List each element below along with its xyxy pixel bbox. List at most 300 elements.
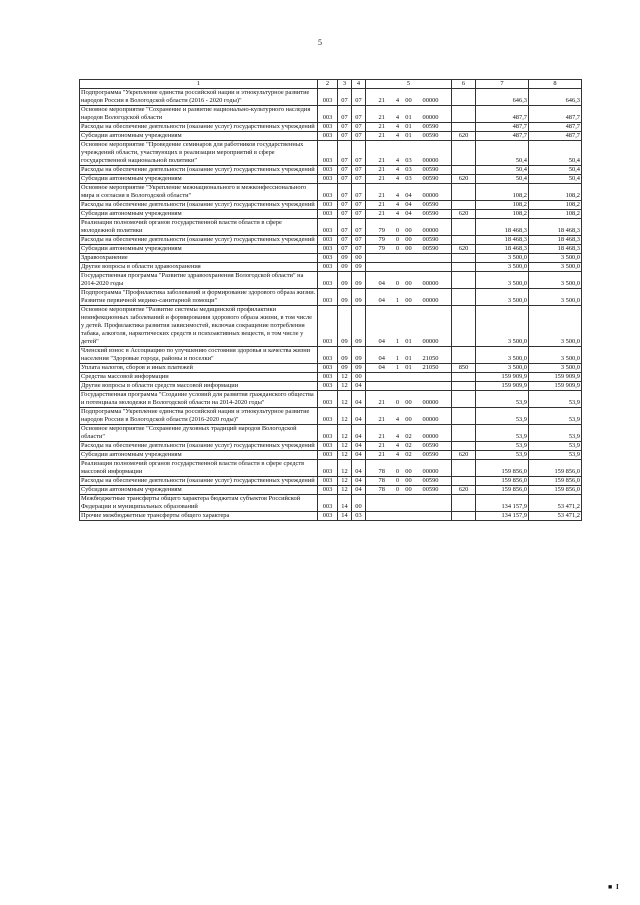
target-article-code bbox=[366, 373, 452, 382]
row-name: Основное мероприятие "Сохранение и развитие национально-культурного наследия народов Вологодской области bbox=[80, 106, 318, 123]
table-row bbox=[80, 245, 582, 254]
expense-type-code bbox=[452, 106, 476, 123]
row-name: Расходы на обеспечение деятельности (оказание услуг) государственных учреждений bbox=[80, 166, 318, 175]
row-name: Подпрограмма "Укрепление единства российской нации и этнокультурное развитие народов России в Вологодской области (2016 - 2020 годы)" bbox=[80, 89, 318, 106]
row-name: Субсидии автономным учреждениям bbox=[80, 210, 318, 219]
target-article-code bbox=[366, 184, 452, 201]
table-row bbox=[80, 141, 582, 166]
amount-col-7: 487,7 bbox=[476, 123, 529, 132]
row-name: Средства массовой информации bbox=[80, 373, 318, 382]
subsection-code: 09 bbox=[352, 347, 366, 364]
target-code-part: 4 bbox=[395, 442, 400, 449]
subsection-code: 04 bbox=[352, 460, 366, 477]
subsection-code: 04 bbox=[352, 442, 366, 451]
expense-type-code bbox=[452, 272, 476, 289]
expense-type-code bbox=[452, 495, 476, 512]
target-article-code bbox=[366, 460, 452, 477]
expense-type-code: 620 bbox=[452, 175, 476, 184]
expense-type-code bbox=[452, 347, 476, 364]
column-header: 1 bbox=[80, 80, 318, 89]
ministry-code: 003 bbox=[318, 425, 338, 442]
subsection-code: 07 bbox=[352, 245, 366, 254]
target-code-part: 01 bbox=[405, 355, 412, 362]
target-code-part: 00590 bbox=[422, 175, 439, 182]
amount-col-8: 646,3 bbox=[529, 89, 582, 106]
ministry-code: 003 bbox=[318, 210, 338, 219]
subsection-code: 07 bbox=[352, 210, 366, 219]
amount-col-8: 159 856,0 bbox=[529, 477, 582, 486]
expense-type-code bbox=[452, 89, 476, 106]
subsection-code: 00 bbox=[352, 373, 366, 382]
section-code: 07 bbox=[338, 210, 352, 219]
ministry-code: 003 bbox=[318, 89, 338, 106]
column-header: 8 bbox=[529, 80, 582, 89]
row-name: Другие вопросы в области средств массовой информации bbox=[80, 382, 318, 391]
target-code-part: 0 bbox=[395, 236, 400, 243]
expense-type-code bbox=[452, 512, 476, 521]
ministry-code: 003 bbox=[318, 289, 338, 306]
target-code-part: 00590 bbox=[422, 132, 439, 139]
row-name: Субсидии автономным учреждениям bbox=[80, 132, 318, 141]
section-code: 09 bbox=[338, 254, 352, 263]
ministry-code: 003 bbox=[318, 477, 338, 486]
expense-type-code bbox=[452, 236, 476, 245]
ministry-code: 003 bbox=[318, 106, 338, 123]
ministry-code: 003 bbox=[318, 236, 338, 245]
target-article-code bbox=[366, 175, 452, 184]
ministry-code: 003 bbox=[318, 408, 338, 425]
row-name: Межбюджетные трансферты общего характера бюджетам субъектов Российской Федерации и муниципальных образований bbox=[80, 495, 318, 512]
target-code-part: 02 bbox=[405, 442, 412, 449]
amount-col-7: 53,9 bbox=[476, 451, 529, 460]
target-code-part: 21 bbox=[378, 157, 385, 164]
table-row bbox=[80, 184, 582, 201]
target-code-part: 00000 bbox=[422, 297, 439, 304]
subsection-code: 09 bbox=[352, 263, 366, 272]
amount-col-7: 3 500,0 bbox=[476, 263, 529, 272]
expense-type-code bbox=[452, 477, 476, 486]
target-code-part: 0 bbox=[395, 227, 400, 234]
amount-col-7: 159 856,0 bbox=[476, 460, 529, 477]
amount-col-7: 3 500,0 bbox=[476, 272, 529, 289]
target-code-part: 01 bbox=[405, 338, 412, 345]
amount-col-7: 3 500,0 bbox=[476, 306, 529, 347]
target-code-part: 0 bbox=[395, 245, 400, 252]
target-code-part: 00590 bbox=[422, 477, 439, 484]
target-code-part: 00 bbox=[405, 477, 412, 484]
table-row bbox=[80, 166, 582, 175]
target-code-part: 00 bbox=[405, 245, 412, 252]
target-code-part: 03 bbox=[405, 157, 412, 164]
target-article-code bbox=[366, 425, 452, 442]
subsection-code: 07 bbox=[352, 106, 366, 123]
target-code-part: 21 bbox=[378, 97, 385, 104]
target-code-part: 1 bbox=[395, 355, 400, 362]
row-name: Реализация полномочий органов государственной власти области в сфере средств массовой информации bbox=[80, 460, 318, 477]
section-code: 12 bbox=[338, 408, 352, 425]
section-code: 12 bbox=[338, 451, 352, 460]
target-code-part: 00000 bbox=[422, 433, 439, 440]
section-code: 07 bbox=[338, 201, 352, 210]
section-code: 12 bbox=[338, 391, 352, 408]
target-code-part: 21 bbox=[378, 451, 385, 458]
expense-type-code bbox=[452, 254, 476, 263]
target-article-code bbox=[366, 245, 452, 254]
section-code: 12 bbox=[338, 486, 352, 495]
target-code-part: 4 bbox=[395, 192, 400, 199]
target-article-code bbox=[366, 141, 452, 166]
amount-col-7: 487,7 bbox=[476, 106, 529, 123]
subsection-code: 04 bbox=[352, 477, 366, 486]
section-code: 14 bbox=[338, 512, 352, 521]
amount-col-7: 18 468,3 bbox=[476, 236, 529, 245]
row-name: Субсидии автономным учреждениям bbox=[80, 245, 318, 254]
section-code: 07 bbox=[338, 166, 352, 175]
table-row bbox=[80, 236, 582, 245]
budget-table bbox=[79, 79, 582, 521]
target-code-part: 01 bbox=[405, 364, 412, 371]
target-article-code bbox=[366, 306, 452, 347]
amount-col-8: 53,9 bbox=[529, 451, 582, 460]
subsection-code: 09 bbox=[352, 364, 366, 373]
target-code-part: 00 bbox=[405, 486, 412, 493]
row-name: Расходы на обеспечение деятельности (оказание услуг) государственных учреждений bbox=[80, 123, 318, 132]
target-code-part: 00590 bbox=[422, 245, 439, 252]
target-article-code bbox=[366, 364, 452, 373]
target-code-part: 78 bbox=[378, 486, 385, 493]
target-code-part: 04 bbox=[405, 192, 412, 199]
subsection-code: 03 bbox=[352, 512, 366, 521]
expense-type-code bbox=[452, 425, 476, 442]
target-article-code bbox=[366, 123, 452, 132]
table-row bbox=[80, 210, 582, 219]
ministry-code: 003 bbox=[318, 201, 338, 210]
target-article-code bbox=[366, 263, 452, 272]
target-article-code bbox=[366, 89, 452, 106]
expense-type-code bbox=[452, 219, 476, 236]
target-code-part: 79 bbox=[378, 245, 385, 252]
target-code-part: 04 bbox=[378, 280, 385, 287]
target-code-part: 04 bbox=[378, 338, 385, 345]
subsection-code: 00 bbox=[352, 254, 366, 263]
target-code-part: 00590 bbox=[422, 451, 439, 458]
target-code-part: 00000 bbox=[422, 468, 439, 475]
ministry-code: 003 bbox=[318, 486, 338, 495]
amount-col-8: 159 856,0 bbox=[529, 460, 582, 477]
section-code: 09 bbox=[338, 289, 352, 306]
target-article-code bbox=[366, 495, 452, 512]
table-row bbox=[80, 486, 582, 495]
amount-col-8: 53 471,2 bbox=[529, 495, 582, 512]
ministry-code: 003 bbox=[318, 184, 338, 201]
row-name: Основное мероприятие "Сохранение духовных традиций народов Вологодской области" bbox=[80, 425, 318, 442]
corner-mark: ■ I bbox=[608, 883, 620, 891]
ministry-code: 003 bbox=[318, 123, 338, 132]
target-code-part: 00000 bbox=[422, 192, 439, 199]
row-name: Основное мероприятие "Развитие системы медицинской профилактики неинфекционных заболеваний и формирования здорового образа жизни, в том числе у детей. Профилактика развития зависимостей, включая сокращение потребления табака, алкоголя, наркотических средств и психоактивных веществ, в том числе у детей" bbox=[80, 306, 318, 347]
row-name: Уплата налогов, сборов и иных платежей bbox=[80, 364, 318, 373]
target-article-code bbox=[366, 289, 452, 306]
amount-col-7: 108,2 bbox=[476, 210, 529, 219]
target-code-part: 04 bbox=[378, 355, 385, 362]
ministry-code: 003 bbox=[318, 132, 338, 141]
table-row bbox=[80, 364, 582, 373]
amount-col-7: 134 157,9 bbox=[476, 512, 529, 521]
amount-col-7: 3 500,0 bbox=[476, 289, 529, 306]
amount-col-7: 487,7 bbox=[476, 132, 529, 141]
row-name: Субсидии автономным учреждениям bbox=[80, 486, 318, 495]
expense-type-code bbox=[452, 442, 476, 451]
section-code: 07 bbox=[338, 123, 352, 132]
amount-col-7: 108,2 bbox=[476, 184, 529, 201]
target-code-part: 00 bbox=[405, 280, 412, 287]
subsection-code: 07 bbox=[352, 132, 366, 141]
target-code-part: 03 bbox=[405, 166, 412, 173]
amount-col-8: 3 500,0 bbox=[529, 289, 582, 306]
table-row bbox=[80, 382, 582, 391]
amount-col-8: 159 909,9 bbox=[529, 373, 582, 382]
amount-col-8: 108,2 bbox=[529, 184, 582, 201]
table-row bbox=[80, 391, 582, 408]
section-code: 12 bbox=[338, 425, 352, 442]
row-name: Расходы на обеспечение деятельности (оказание услуг) государственных учреждений bbox=[80, 236, 318, 245]
expense-type-code: 620 bbox=[452, 210, 476, 219]
target-article-code bbox=[366, 442, 452, 451]
subsection-code: 07 bbox=[352, 89, 366, 106]
target-code-part: 21050 bbox=[422, 355, 439, 362]
expense-type-code: 620 bbox=[452, 132, 476, 141]
ministry-code: 003 bbox=[318, 382, 338, 391]
target-code-part: 00000 bbox=[422, 338, 439, 345]
subsection-code: 00 bbox=[352, 495, 366, 512]
amount-col-8: 487,7 bbox=[529, 106, 582, 123]
target-code-part: 00590 bbox=[422, 201, 439, 208]
expense-type-code bbox=[452, 408, 476, 425]
subsection-code: 07 bbox=[352, 201, 366, 210]
subsection-code: 09 bbox=[352, 272, 366, 289]
target-article-code bbox=[366, 210, 452, 219]
ministry-code: 003 bbox=[318, 512, 338, 521]
amount-col-8: 50,4 bbox=[529, 175, 582, 184]
target-code-part: 4 bbox=[395, 416, 400, 423]
amount-col-8: 3 500,0 bbox=[529, 272, 582, 289]
amount-col-8: 18 468,3 bbox=[529, 245, 582, 254]
amount-col-7: 18 468,3 bbox=[476, 219, 529, 236]
amount-col-7: 159 909,9 bbox=[476, 373, 529, 382]
target-article-code bbox=[366, 477, 452, 486]
target-article-code bbox=[366, 512, 452, 521]
target-code-part: 0 bbox=[395, 399, 400, 406]
target-code-part: 04 bbox=[405, 210, 412, 217]
expense-type-code bbox=[452, 184, 476, 201]
expense-type-code bbox=[452, 306, 476, 347]
target-code-part: 4 bbox=[395, 157, 400, 164]
target-code-part: 00 bbox=[405, 236, 412, 243]
subsection-code: 04 bbox=[352, 408, 366, 425]
section-code: 12 bbox=[338, 373, 352, 382]
expense-type-code bbox=[452, 166, 476, 175]
table-row bbox=[80, 460, 582, 477]
target-code-part: 21 bbox=[378, 192, 385, 199]
ministry-code: 003 bbox=[318, 245, 338, 254]
row-name: Государственная программа "Создание условий для развития гражданского общества и потенциала молодежи в Вологодской области на 2014-2020 годы" bbox=[80, 391, 318, 408]
subsection-code: 04 bbox=[352, 391, 366, 408]
table-row bbox=[80, 89, 582, 106]
table-row bbox=[80, 289, 582, 306]
target-code-part: 4 bbox=[395, 132, 400, 139]
amount-col-7: 159 856,0 bbox=[476, 486, 529, 495]
table-row bbox=[80, 477, 582, 486]
expense-type-code: 620 bbox=[452, 486, 476, 495]
target-code-part: 02 bbox=[405, 451, 412, 458]
row-name: Подпрограмма "Профилактика заболеваний и формирование здорового образа жизни. Развитие первичной медико-санитарной помощи" bbox=[80, 289, 318, 306]
section-code: 07 bbox=[338, 132, 352, 141]
table-row bbox=[80, 442, 582, 451]
target-code-part: 4 bbox=[395, 114, 400, 121]
section-code: 09 bbox=[338, 347, 352, 364]
column-header: 7 bbox=[476, 80, 529, 89]
target-code-part: 1 bbox=[395, 338, 400, 345]
target-code-part: 00 bbox=[405, 227, 412, 234]
target-code-part: 01 bbox=[405, 114, 412, 121]
target-code-part: 21 bbox=[378, 433, 385, 440]
target-code-part: 79 bbox=[378, 236, 385, 243]
ministry-code: 003 bbox=[318, 347, 338, 364]
table-body bbox=[80, 89, 582, 521]
subsection-code: 04 bbox=[352, 486, 366, 495]
table-row bbox=[80, 175, 582, 184]
target-code-part: 21 bbox=[378, 132, 385, 139]
subsection-code: 04 bbox=[352, 451, 366, 460]
subsection-code: 07 bbox=[352, 219, 366, 236]
row-name: Государственная программа "Развитие здравоохранения Вологодской области" на 2014-2020 годы bbox=[80, 272, 318, 289]
target-code-part: 02 bbox=[405, 433, 412, 440]
table-row bbox=[80, 132, 582, 141]
target-article-code bbox=[366, 106, 452, 123]
target-article-code bbox=[366, 451, 452, 460]
target-code-part: 00000 bbox=[422, 157, 439, 164]
expense-type-code bbox=[452, 391, 476, 408]
target-code-part: 21 bbox=[378, 175, 385, 182]
amount-col-8: 3 500,0 bbox=[529, 263, 582, 272]
table-row bbox=[80, 512, 582, 521]
target-code-part: 00000 bbox=[422, 280, 439, 287]
row-name: Основное мероприятие "Укрепление межнационального и межконфессионального мира и согласия в Вологодской области" bbox=[80, 184, 318, 201]
table-row bbox=[80, 254, 582, 263]
target-code-part: 78 bbox=[378, 477, 385, 484]
ministry-code: 003 bbox=[318, 272, 338, 289]
target-article-code bbox=[366, 272, 452, 289]
target-article-code bbox=[366, 486, 452, 495]
ministry-code: 003 bbox=[318, 175, 338, 184]
target-code-part: 4 bbox=[395, 210, 400, 217]
expense-type-code bbox=[452, 141, 476, 166]
amount-col-8: 53,9 bbox=[529, 391, 582, 408]
amount-col-7: 50,4 bbox=[476, 141, 529, 166]
subsection-code: 04 bbox=[352, 382, 366, 391]
target-code-part: 00590 bbox=[422, 236, 439, 243]
page-number: 5 bbox=[318, 38, 322, 47]
target-code-part: 01 bbox=[405, 132, 412, 139]
amount-col-8: 3 500,0 bbox=[529, 364, 582, 373]
amount-col-7: 50,4 bbox=[476, 166, 529, 175]
target-code-part: 4 bbox=[395, 451, 400, 458]
amount-col-8: 18 468,3 bbox=[529, 236, 582, 245]
row-name: Здравоохранение bbox=[80, 254, 318, 263]
expense-type-code bbox=[452, 382, 476, 391]
table-row bbox=[80, 201, 582, 210]
amount-col-8: 3 500,0 bbox=[529, 306, 582, 347]
amount-col-7: 108,2 bbox=[476, 201, 529, 210]
target-code-part: 0 bbox=[395, 486, 400, 493]
section-code: 12 bbox=[338, 477, 352, 486]
subsection-code: 07 bbox=[352, 184, 366, 201]
section-code: 09 bbox=[338, 263, 352, 272]
table-row bbox=[80, 451, 582, 460]
target-code-part: 1 bbox=[395, 364, 400, 371]
target-code-part: 00000 bbox=[422, 114, 439, 121]
amount-col-8: 3 500,0 bbox=[529, 254, 582, 263]
target-code-part: 21 bbox=[378, 114, 385, 121]
row-name: Расходы на обеспечение деятельности (оказание услуг) государственных учреждений bbox=[80, 477, 318, 486]
target-article-code bbox=[366, 382, 452, 391]
column-header: 4 bbox=[352, 80, 366, 89]
target-code-part: 00590 bbox=[422, 210, 439, 217]
amount-col-8: 487,7 bbox=[529, 123, 582, 132]
target-code-part: 21 bbox=[378, 442, 385, 449]
target-code-part: 21 bbox=[378, 166, 385, 173]
amount-col-7: 53,9 bbox=[476, 442, 529, 451]
target-code-part: 04 bbox=[378, 364, 385, 371]
target-code-part: 00590 bbox=[422, 486, 439, 493]
section-code: 12 bbox=[338, 442, 352, 451]
ministry-code: 003 bbox=[318, 460, 338, 477]
target-code-part: 00 bbox=[405, 416, 412, 423]
row-name: Членский взнос в Ассоциацию по улучшению состояния здоровья и качества жизни населения "Здоровые города, районы и поселки" bbox=[80, 347, 318, 364]
target-code-part: 04 bbox=[378, 297, 385, 304]
amount-col-8: 50,4 bbox=[529, 166, 582, 175]
section-code: 07 bbox=[338, 184, 352, 201]
target-code-part: 4 bbox=[395, 201, 400, 208]
amount-col-7: 159 856,0 bbox=[476, 477, 529, 486]
target-code-part: 78 bbox=[378, 468, 385, 475]
row-name: Реализация полномочий органов государственной власти области в сфере молодежной политики bbox=[80, 219, 318, 236]
target-article-code bbox=[366, 391, 452, 408]
target-code-part: 21 bbox=[378, 123, 385, 130]
amount-col-7: 53,9 bbox=[476, 391, 529, 408]
target-code-part: 4 bbox=[395, 97, 400, 104]
section-code: 09 bbox=[338, 272, 352, 289]
amount-col-8: 53,9 bbox=[529, 425, 582, 442]
target-code-part: 03 bbox=[405, 175, 412, 182]
table-row bbox=[80, 425, 582, 442]
section-code: 07 bbox=[338, 175, 352, 184]
target-code-part: 00590 bbox=[422, 123, 439, 130]
section-code: 09 bbox=[338, 306, 352, 347]
ministry-code: 003 bbox=[318, 364, 338, 373]
target-code-part: 00590 bbox=[422, 166, 439, 173]
target-code-part: 00 bbox=[405, 468, 412, 475]
target-article-code bbox=[366, 408, 452, 425]
column-header: 5 bbox=[366, 80, 452, 89]
ministry-code: 003 bbox=[318, 219, 338, 236]
target-code-part: 4 bbox=[395, 123, 400, 130]
row-name: Субсидии автономным учреждениям bbox=[80, 451, 318, 460]
amount-col-7: 646,3 bbox=[476, 89, 529, 106]
subsection-code: 09 bbox=[352, 306, 366, 347]
target-code-part: 04 bbox=[405, 201, 412, 208]
section-code: 07 bbox=[338, 89, 352, 106]
